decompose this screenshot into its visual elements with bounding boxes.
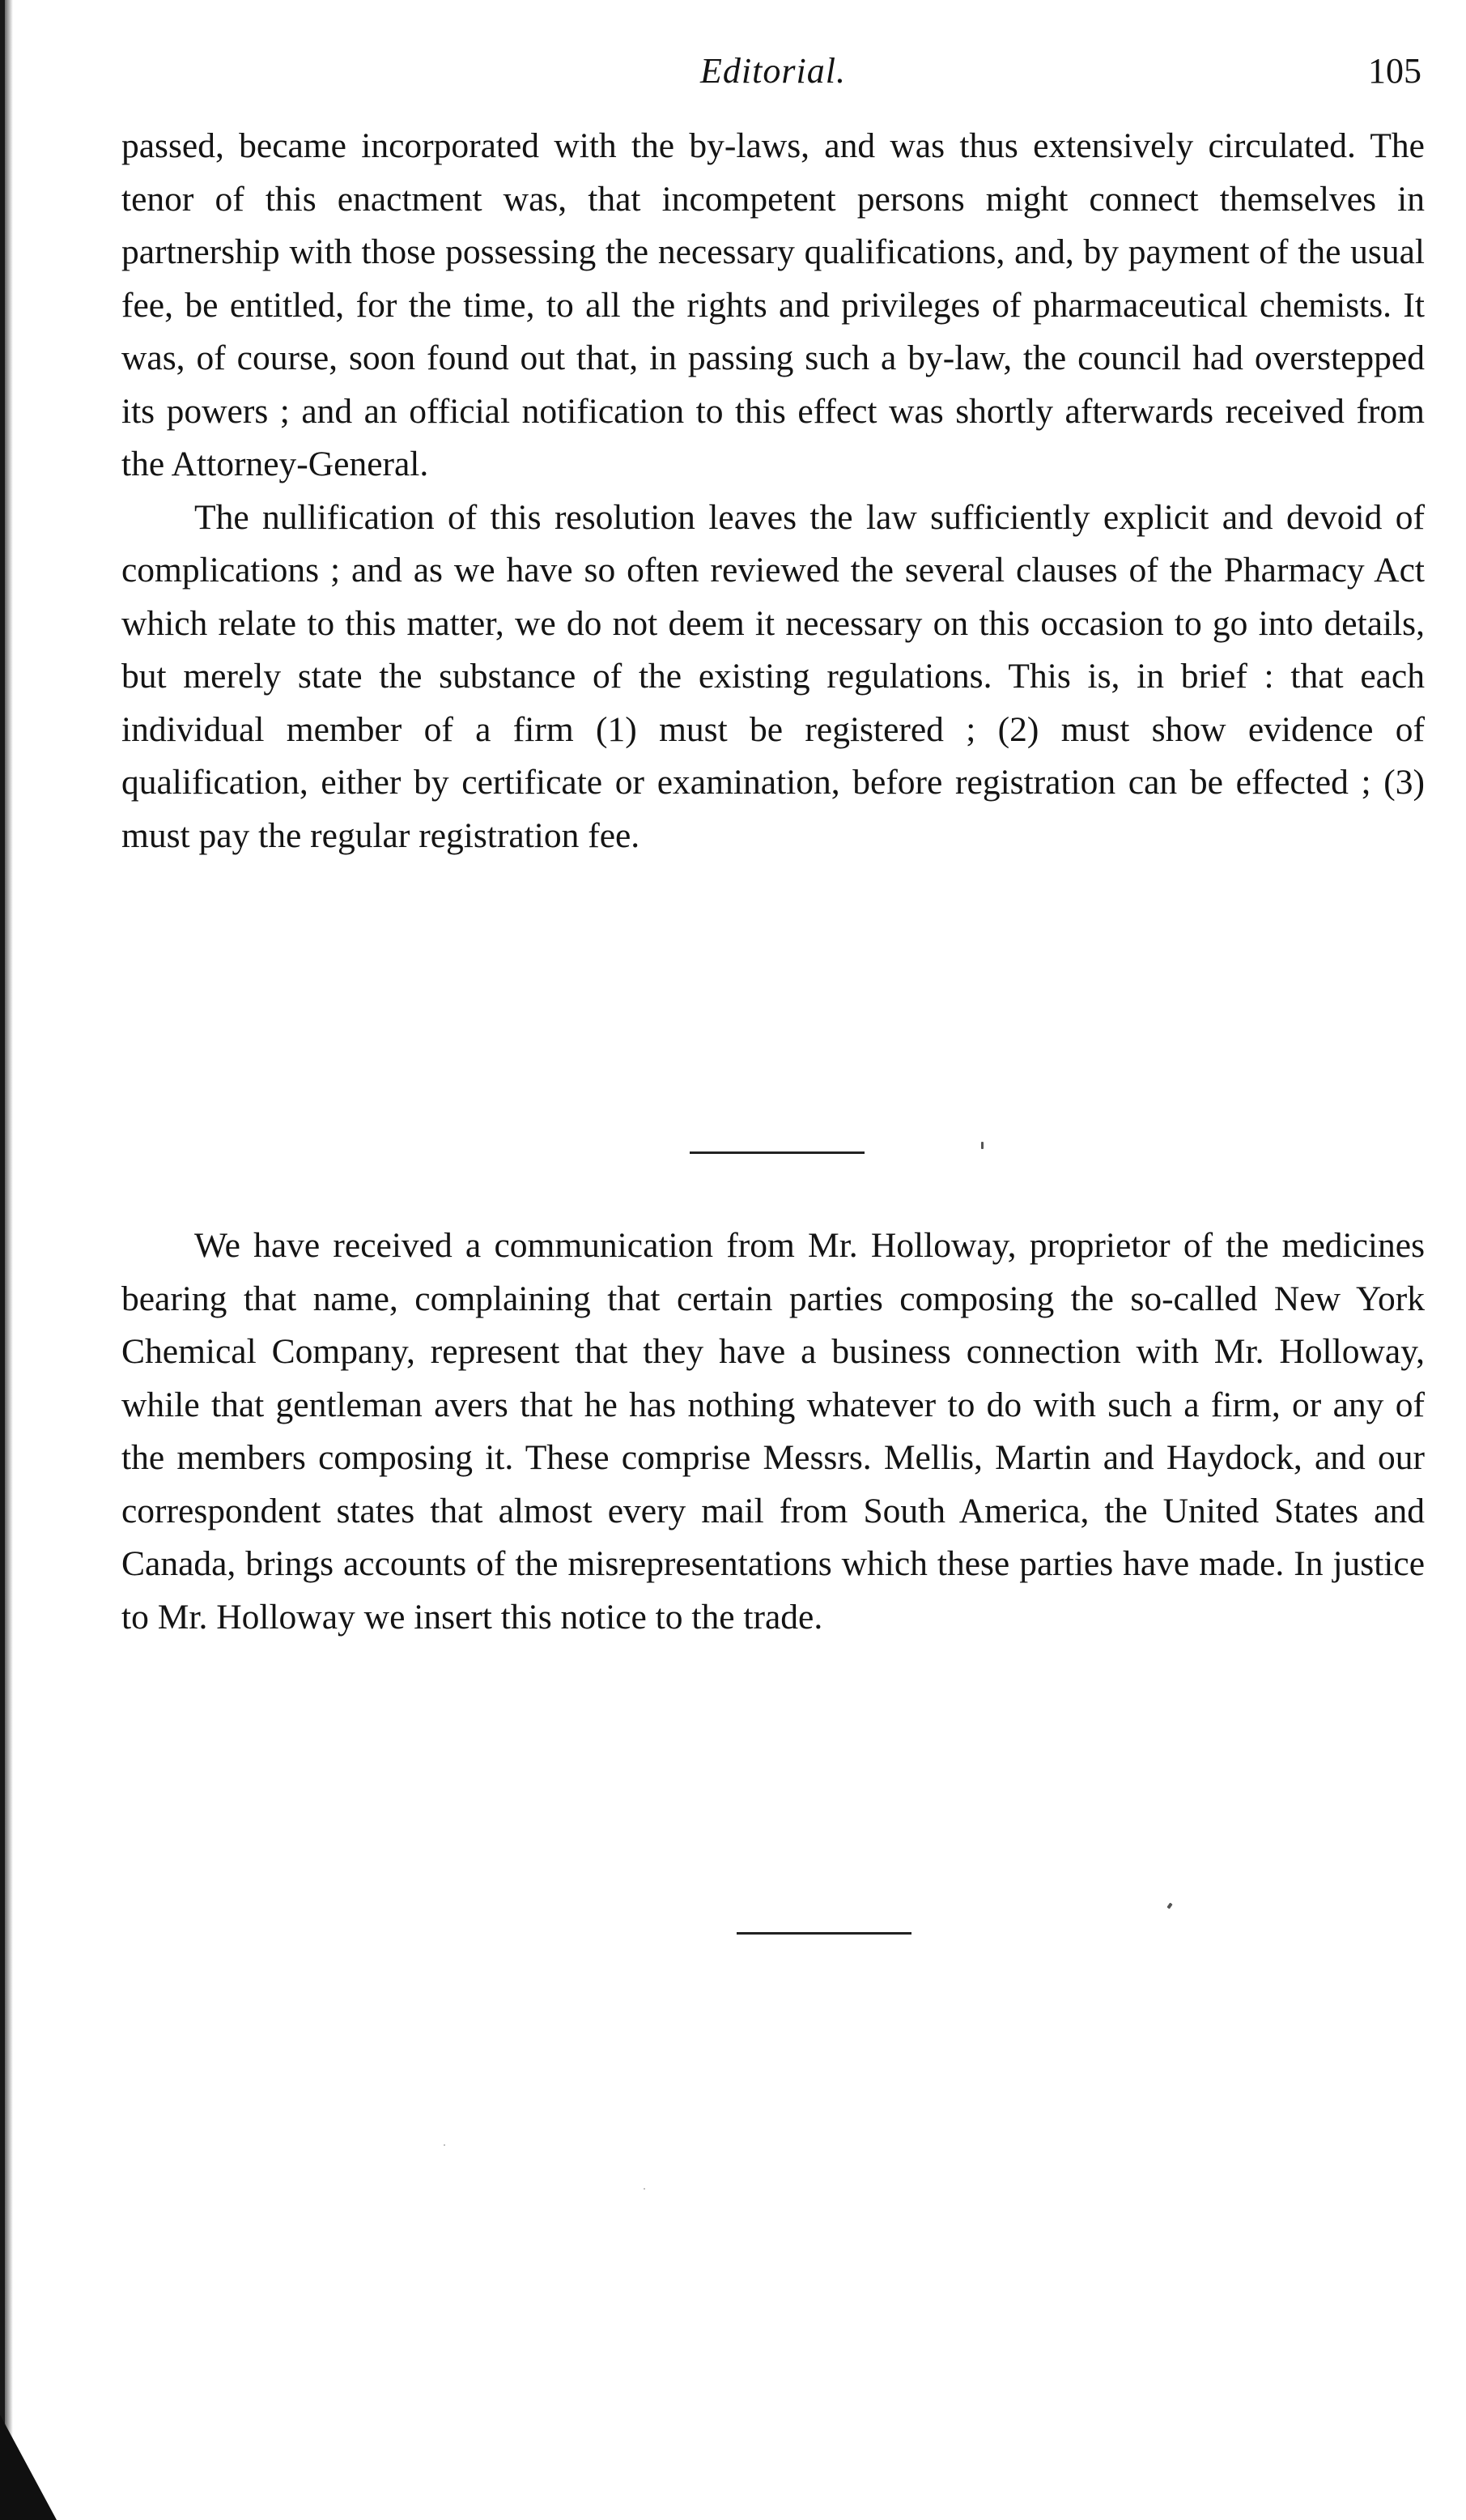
- running-title: Editorial.: [700, 51, 846, 91]
- page-number: 105: [1368, 51, 1421, 91]
- section-end-rule: [737, 1932, 911, 1935]
- print-speck: [444, 2144, 445, 2146]
- paragraph-by-law-continuation: passed, became incorporated with the by-laws, and was thus extensively circulated. The tenor of this enactment was, that incompetent persons might connect themselves in partnership with those possessing the necessary qualifications, and, by payment of the usual fee, be entitled, for the time, to all the rights and privileges of pharmaceutical chemists. It was, of course, soon found out that, in passing such a by-law, the council had overstepped its powers ; and an official notification to this effect was shortly afterwards received from the Attorney-General.: [121, 126, 1425, 483]
- print-speck: [1166, 1902, 1172, 1909]
- section-divider-rule: [690, 1151, 865, 1154]
- print-speck: [644, 2188, 645, 2190]
- running-head: [121, 47, 1425, 96]
- binding-gutter-fade: [5, 0, 13, 2520]
- paragraph-holloway-notice: We have received a communication from Mr. Holloway, proprietor of the medicines bearing that name, complaining that certain parties composing the so-called New York Chemical Company, represent that they have a business connection with Mr. Holloway, while that gentleman avers that he has nothing whatever to do with such a firm, or any of the members composing it. These comprise Messrs. Mellis, Martin and Haydock, and our correspondent states that almost every mail from South America, the United States and Canada, brings accounts of the misrepresentations which these parties have made. In justice to Mr. Holloway we insert this notice to the trade.: [121, 1226, 1425, 1637]
- paragraph-nullification: The nullification of this resolution leaves the law sufficiently explicit and devoid of complications ; and as we have so often reviewed the several clauses of the Pharmacy Act which relate to this matter, we do not deem it necessary on this occasion to go into details, but merely state the substance of the existing regulations. This is, in brief : that each individual member of a firm (1) must be registered ; (2) must show evidence of qualification, either by certificate or examination, before registration can be effected ; (3) must pay the regular registration fee.: [121, 497, 1425, 855]
- editorial-section-holloway-notice: [121, 1220, 1425, 1644]
- print-speck: [981, 1142, 984, 1149]
- editorial-section-pharmacy-act: [121, 120, 1425, 862]
- page-corner-shadow: [0, 2415, 57, 2520]
